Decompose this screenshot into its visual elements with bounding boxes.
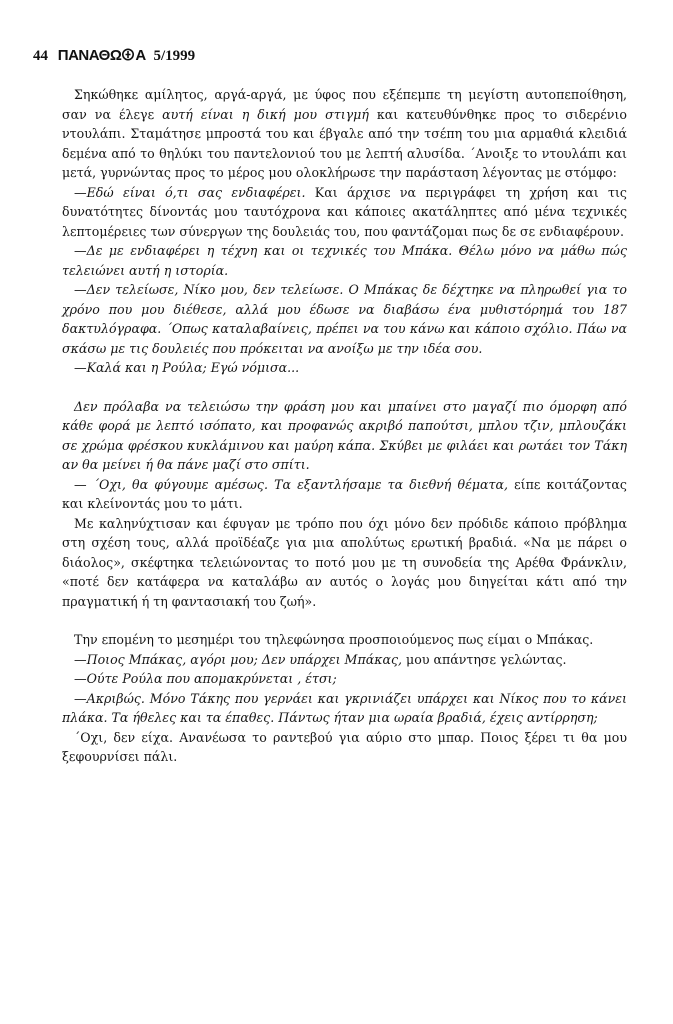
italic-text-segment: —Ούτε Ρούλα που απομακρύνεται , έτσι; [74,671,337,686]
paragraph [62,514,627,612]
text-segment: ΄Οχι, δεν είχα. Ανανέωσα το ραντεβού για αύριο στο μπαρ. Ποιος ξέρει τι θα μου ξεφουρνίσει πάλι. [62,729,627,764]
paragraph [62,669,627,689]
paragraph [62,475,627,514]
paragraph [62,280,627,358]
paragraph [62,183,627,242]
italic-text-segment: αυτή είναι η δική μου στιγμή [162,106,369,122]
text-segment: είπε κοιτάζοντας και κλείνοντάς μου το μάτι. [62,476,627,511]
italic-text-segment: —Δεν τελείωσε, Νίκο μου, δεν τελείωσε. Ο Μπάκας δε δέχτηκε να πληρωθεί για το χρόνο που μου διέθεσε, αλλά μου έδωσε να διαβάσω ένα μυθιστόρημά του 187 δακτυλόγραφα. ΄Οπως καταλαβαίνεις, πρέπει να του κάνω και κάποιο σχόλιο. Πάω να σκάσω με τις δουλειές που πρόκειται να ανοίξω με την ιδέα σου. [62,282,627,356]
text-segment: και κατευθύνθηκε προς το σιδερένιο ντουλάπι. Σταμάτησε μπροστά του και έβγαλε από την τσέπη του μια αρμαθιά κλειδιά δεμένα από το θηλύκι του παντελονιού του με λεπτή αλυσίδα. ΄Ανοιξε το ντουλάπι και μετά, γυρνώντας προς το μέρος μου ολοκλήρωσε την παράσταση λέγοντας με στόμφο: [62,106,627,180]
running-header [33,47,195,65]
italic-text-segment: —Ακριβώς. Μόνο Τάκης που γερνάει και γκρινιάζει υπάρχει και Νίκος που το κάνει πλάκα. Τα ήθελες και τα έπαθες. Πάντως ήταν μια ωραία βραδιά, έχεις αντίρρηση; [62,690,627,725]
article-body [62,85,627,767]
italic-text-segment: —Εδώ είναι ό,τι σας ενδιαφέρει. [74,184,306,200]
text-segment: Και άρχισε να περιγράφει τη χρήση και τις δυνατότητες δίνοντάς μου ταυτόχρονα και κάποιες ακατάληπτες από μένα τεχνικές λεπτομέρειες των σύνεργων της δουλειάς του, που φαντάζομαι πως δε σε ενδιαφέρουν. [62,184,627,239]
paragraph [62,728,627,767]
italic-text-segment: —Καλά και η Ρούλα; Εγώ νόμισα... [74,360,300,375]
text-segment: Σηκώθηκε αμίλητος, αργά-αργά, με ύφος που εξέπεμπε τη μεγίστη αυτοπεποίθηση, σαν να έλεγε [62,87,627,122]
italic-text-segment: — ΄Οχι, θα φύγουμε αμέσως. Τα εξαντλήσαμε τα διεθνή θέματα, [74,476,508,492]
text-segment: μου απάντησε γελώντας. [402,651,567,667]
magazine-title-tail: Α [135,47,146,64]
magazine-title-main: ΠΑΝΑΘΩ [57,47,122,64]
italic-text-segment: Δεν πρόλαβα να τελειώσω την φράση μου και μπαίνει στο μαγαζί πιο όμορφη από κάθε φορά με λεπτό ισόπατο, και προφανώς ακριβό παπούτσι, μπλου τζιν, μπλουζάκι σε χρώμα φρέσκου κυκλάμινου και μαύρη κάπα. Σκύβει με φιλάει και ρωτάει τον Τάκη αν θα μείνει ή θα πάνε μαζί στο σπίτι. [62,398,627,472]
magazine-logo-emblem-icon [122,48,134,61]
text-segment: Την επομένη το μεσημέρι του τηλεφώνησα προσποιούμενος πως είμαι ο Μπάκας. [74,632,594,647]
italic-text-segment: —Δε με ενδιαφέρει η τέχνη και οι τεχνικές του Μπάκα. Θέλω μόνο να μάθω πώς τελειώνει αυτή η ιστορία. [62,243,627,278]
magazine-title [58,47,146,64]
paragraph [62,650,627,670]
paragraph [62,630,627,650]
paragraph [62,241,627,280]
page-number: 44 [33,48,48,64]
text-segment: Με καληνύχτισαν και έφυγαν με τρόπο που όχι μόνο δεν πρόδιδε κάποιο πρόβλημα στη σχέση τους, αλλά προϊδέαζε για μια απολύτως ερωτική βραδιά. «Να με πάρει ο διάολος», σκέφτηκα τελειώνοντας το ποτό μου με τη συνοδεία της Αρέθα Φράνκλιν, «ποτέ δεν κατάφερα να καταλάβω αν αυτός ο λογάς μου διηγείται κάτι από την πραγματική ή τη φαντασιακή του ζωή». [62,515,627,609]
italic-text-segment: —Ποιος Μπάκας, αγόρι μου; Δεν υπάρχει Μπάκας, [74,651,403,667]
paragraph [62,358,627,378]
paragraph [62,85,627,183]
paragraph [62,397,627,475]
paragraph [62,689,627,728]
issue-date: 5/1999 [153,48,196,64]
